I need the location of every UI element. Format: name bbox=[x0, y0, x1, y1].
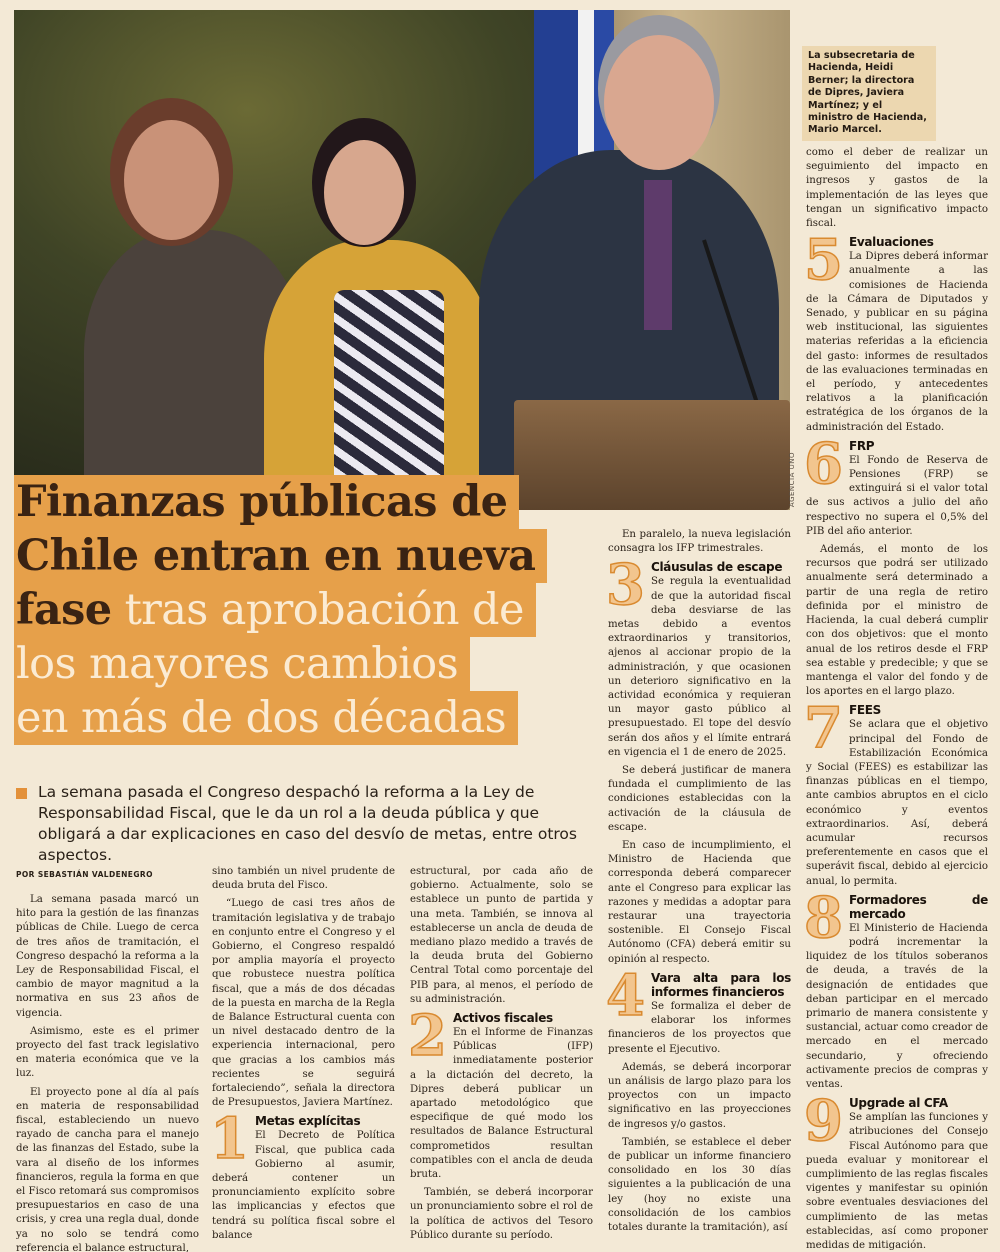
item-4 bbox=[606, 962, 791, 1235]
item-number: 3 bbox=[606, 552, 645, 619]
item-title: FEES bbox=[848, 703, 882, 718]
paragraph: Asimismo, este es el primer proyecto del fast track legislativo en materia económica que ve la luz. bbox=[16, 1025, 199, 1080]
item-title: Evaluaciones bbox=[848, 235, 934, 250]
paragraph: Se amplían las funciones y atribuciones del Consejo Fiscal Autónomo para que pueda evaluar y monitorear el cumplimiento de las reglas fiscales vigentes y manifestar su opinión sobre eventuales desviaciones del cumplimiento de las metas establecidas, así como proponer medidas de mitigación. bbox=[806, 1112, 988, 1252]
paragraph: sino también un nivel prudente de deuda bruta del Fisco. bbox=[212, 866, 395, 892]
headline bbox=[14, 475, 594, 745]
paragraph: estructural, por cada año de gobierno. Actualmente, solo se establece un punto de partida y una meta. También, se innova al establecerse un ancla de deuda de mediano plazo medido a través de la deuda bruta del Gobierno Central Total como porcentaje del PIB para, al menos, el período de su administración. bbox=[410, 866, 593, 1005]
item-9 bbox=[804, 1088, 988, 1252]
paragraph: La semana pasada marcó un hito para la gestión de las finanzas públicas de Chile. Luego de cerca de tres años de tramitación, el Congreso despachó la reforma a la Ley de Responsabilidad Fiscal, el cambio de mayor magnitud a la normativa en sus 23 años de vigencia. bbox=[16, 894, 199, 1019]
paragraph: El Ministerio de Hacienda podrá incrementar la liquidez de los títulos soberanos de deuda, a través de la designación de entidades que deban participar en el mercado primario de manera consistente y sustancial, actuar como creador de mercado en el mercado secundario, y ofreciendo activamente precios de compras y ventas. bbox=[806, 922, 988, 1090]
item-number: 5 bbox=[804, 227, 843, 294]
item-title: Vara alta para los informes financieros bbox=[650, 970, 791, 999]
photo-credit: AGENCIA UNO bbox=[788, 452, 796, 508]
item-title: Cláusulas de escape bbox=[650, 560, 783, 575]
item-number: 6 bbox=[804, 430, 843, 497]
body-column-3 bbox=[410, 865, 593, 1247]
headline-line: fase tras aprobación de bbox=[14, 583, 536, 637]
paragraph: En paralelo, la nueva legislación consagra los IFP trimestrales. bbox=[608, 529, 791, 555]
item-7 bbox=[804, 695, 988, 888]
lead-paragraph: La semana pasada el Congreso despachó la reforma a la Ley de Responsabilidad Fiscal, que le da un rol a la deuda pública y que obligará a dar explicaciones en caso del desvío de metas, entre otros aspectos. bbox=[16, 782, 596, 866]
photo-caption: La subsecretaria de Hacienda, Heidi Berner; la directora de Dipres, Javiera Martínez; y el ministro de Hacienda, Mario Marcel. bbox=[802, 46, 936, 141]
headline-line: Finanzas públicas de bbox=[14, 475, 519, 529]
item-title: Activos fiscales bbox=[452, 1011, 553, 1026]
paragraph: Se aclara que el objetivo principal del Fondo de Estabilización Económica y Social (FEES) es estabilizar las finanzas públicas en el tiempo, ante cambios abruptos en el ciclo económico y eventos extraordinarios. Así, deberá acumular recursos preferentemente en casos que el superávit fiscal, debido al ejercicio anual, lo permita. bbox=[806, 719, 988, 887]
item-title: Formadores de mercado bbox=[848, 892, 988, 921]
headline-line: en más de dos décadas bbox=[14, 691, 518, 745]
item-title: FRP bbox=[848, 438, 875, 453]
item-5 bbox=[804, 227, 988, 435]
body-column-5 bbox=[806, 146, 988, 1252]
body-column-1 bbox=[16, 893, 199, 1252]
item-number: 1 bbox=[210, 1106, 249, 1173]
paragraph: La Dipres deberá informar anualmente a las comisiones de Hacienda de la Cámara de Diputados y Senado, y publicar en su página web institucional, las siguientes materias referidas a la eficiencia del gasto: informes de resultados de las evaluaciones terminadas en el período, y antecedentes relativos a la planificación estratégica de los órganos de la administración del Estado. bbox=[806, 251, 988, 433]
paragraph: Se formaliza el deber de elaborar los informes financieros de los proyectos que presente el Ejecutivo. bbox=[608, 1000, 791, 1055]
paragraph: En el Informe de Finanzas Públicas (IFP) inmediatamente posterior a la dictación del decreto, la Dipres deberá publicar un apartado metodológico que especifique de qué modo los resultados de Balance Estructural comprometidos resultan compatibles con el ancla de deuda bruta. bbox=[410, 1027, 593, 1181]
item-number: 4 bbox=[606, 962, 645, 1029]
paragraph: El proyecto pone al día al país en materia de responsabilidad fiscal, estableciendo un nuevo rayado de cancha para el manejo de las finanzas del Estado, sube la vara al diseño de los informes financieros, regula la forma en que el Fisco retomará sus compromisos presupuestarios en caso de una crisis, y crea una regla dual, donde ya no solo se tendrá como referencia el balance estructural, bbox=[16, 1086, 199, 1252]
item-title: Upgrade al CFA bbox=[848, 1096, 948, 1111]
item-title: Metas explícitas bbox=[254, 1114, 361, 1129]
paragraph: Además, el monto de los recursos que podrá ser utilizado anualmente será determinado a partir de una regla de retiro definida por el ministro de Hacienda, la cual deberá cumplir con dos objetivos: que el monto anual de los retiros desde el FRP sea estable y predecible; y que se mantenga el valor del fondo y de los aportes en el largo plazo. bbox=[806, 544, 988, 698]
item-1 bbox=[210, 1106, 395, 1243]
paragraph: En caso de incumplimiento, el Ministro de Hacienda que corresponda deberá comparecer ante el Congreso para explicar las razones y medidas a adoptar para restaurar una trayectoria sostenible. El Consejo Fiscal Autónomo (CFA) deberá emitir su opinión al respecto. bbox=[608, 840, 791, 965]
square-bullet-icon bbox=[16, 788, 27, 799]
item-8 bbox=[804, 884, 988, 1092]
paragraph: También, se deberá incorporar un pronunciamiento sobre el rol de la política de activos del Tesoro Público durante su período. bbox=[410, 1187, 593, 1241]
news-photo bbox=[14, 10, 790, 510]
item-number: 9 bbox=[804, 1088, 843, 1155]
item-2 bbox=[408, 1003, 593, 1243]
paragraph: Además, se deberá incorporar un análisis de largo plazo para los proyectos con un impacto significativo en las proyecciones de ingresos y/o gastos. bbox=[608, 1061, 791, 1130]
item-number: 2 bbox=[408, 1003, 447, 1070]
body-column-4 bbox=[608, 528, 791, 1239]
paragraph: “Luego de casi tres años de tramitación legislativa y de trabajo en conjunto entre el Congreso y el Gobierno, el Congreso respaldó por amplia mayoría el proyecto que robustece nuestra política fiscal, que a más de dos décadas de la puesta en marcha de la Regla de Balance Estructural cuenta con un nivel destacado dentro de la experiencia internacional, pero que gracias a los cambios más recientes se seguirá fortaleciendo”, señala la directora de Presupuestos, Javiera Martínez. bbox=[212, 898, 395, 1109]
paragraph: como el deber de realizar un seguimiento del impacto en ingresos y gastos de la implementación de las leyes que tengan un significativo impacto fiscal. bbox=[806, 147, 988, 230]
headline-line: Chile entran en nueva bbox=[14, 529, 547, 583]
headline-line: los mayores cambios bbox=[14, 637, 470, 691]
item-number: 7 bbox=[804, 695, 843, 762]
item-3 bbox=[606, 552, 791, 966]
item-6 bbox=[804, 430, 988, 699]
byline: POR SEBASTIÁN VALDENEGRO bbox=[16, 870, 153, 879]
paragraph: Se deberá justificar de manera fundada el cumplimiento de las condiciones establecidas con la activación de la cláusula de escape. bbox=[608, 765, 791, 833]
paragraph: Se regula la eventualidad de que la autoridad fiscal deba desviarse de las metas debido a eventos extraordinarios y transitorios, ajenos al accionar propio de la administración, y que ocasionen un deterioro significativo en la actividad económica y requieran un mayor gasto público al presupuestado. El tope del desvío serán dos años y el límite entrará en vigencia el 1 de enero de 2025. bbox=[608, 576, 791, 758]
paragraph: El Fondo de Reserva de Pensiones (FRP) se extinguirá si el valor total de sus activos a julio del año respectivo no supera el 0,5% del PIB del año anterior. bbox=[806, 454, 988, 537]
item-number: 8 bbox=[804, 884, 843, 951]
paragraph: También, se establece el deber de publicar un informe financiero consolidado en los 30 días siguientes a la publicación de una ley (hoy no existe una consolidación de los cambios totales durante la tramitación), así bbox=[608, 1136, 791, 1233]
body-column-2 bbox=[212, 865, 395, 1247]
paragraph: El Decreto de Política Fiscal, que publica cada Gobierno al asumir, deberá contener un pronunciamiento explícito sobre las implicancias y efectos que tendrá su política fiscal sobre el balance bbox=[212, 1130, 395, 1241]
